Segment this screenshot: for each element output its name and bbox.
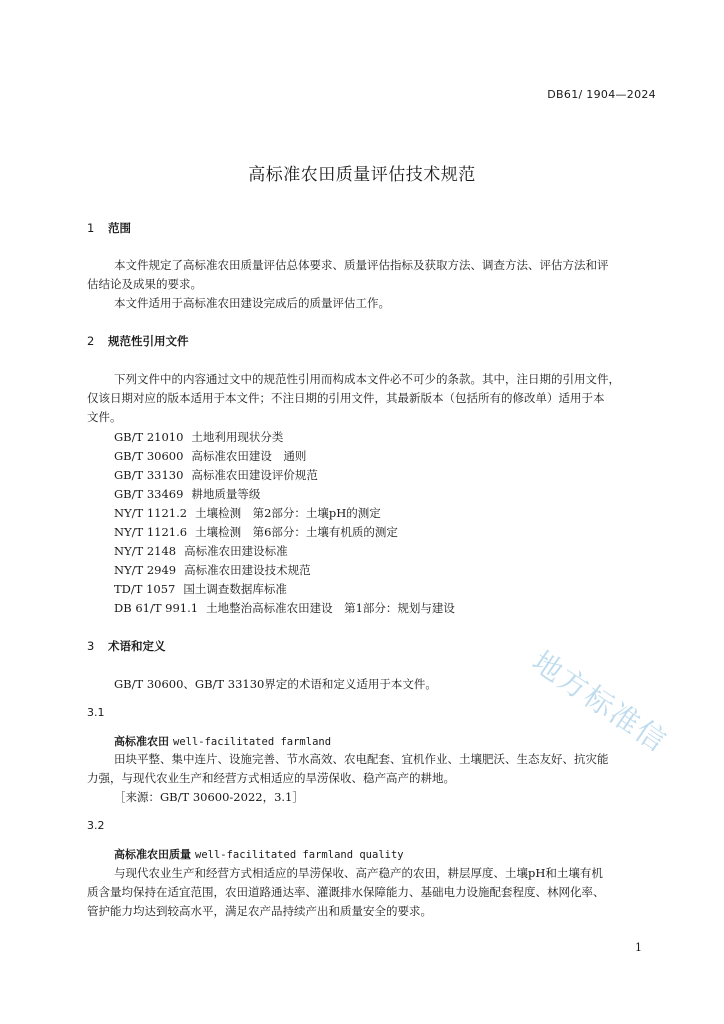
paragraph-line: 本文件规定了高标准农田质量评估总体要求、质量评估指标及获取方法、调查方法、评估方法和评 <box>114 258 609 272</box>
reference-code: DB 61/T 991.1 <box>114 601 199 615</box>
clause-number: 3.2 <box>87 819 105 832</box>
section-title: 术语和定义 <box>108 639 166 653</box>
paragraph-line: 下列文件中的内容通过文中的规范性引用而构成本文件必不可少的条款。其中，注日期的引用文件， <box>114 372 620 386</box>
reference-code: NY/T 2949 <box>114 563 177 577</box>
section-title: 范围 <box>108 221 131 235</box>
definition-line: 与现代农业生产和经营方式相适应的旱涝保收、高产稳产的农田，耕层厚度、土壤pH和土壤有机 <box>114 866 603 880</box>
reference-code: TD/T 1057 <box>114 582 176 596</box>
reference-title: 耕地质量等级 <box>191 487 261 501</box>
reference-title: 国土调查数据库标准 <box>183 582 287 596</box>
term-english: well-facilitated farmland <box>173 736 332 748</box>
reference-title: 土壤检测 第6部分：土壤有机质的测定 <box>195 525 398 539</box>
reference-code: GB/T 33130 <box>114 468 184 482</box>
section-3-heading <box>87 638 166 654</box>
term-chinese: 高标准农田 <box>114 735 169 748</box>
term-heading <box>114 733 331 749</box>
clause-number: 3.1 <box>87 706 105 719</box>
reference-title: 高标准农田建设 通则 <box>191 449 307 463</box>
watermark-stamp: 地方标准信 <box>526 644 674 760</box>
paragraph-line: 文件。 <box>87 410 122 424</box>
reference-code: GB/T 30600 <box>114 449 184 463</box>
standard-number: DB61/ 1904—2024 <box>547 88 656 101</box>
reference-title: 土地利用现状分类 <box>191 430 284 444</box>
reference-item <box>114 562 311 578</box>
definition-line: 力强，与现代农业生产和经营方式相适应的旱涝保收、稳产高产的耕地。 <box>87 771 455 785</box>
section-number: 2 <box>87 334 95 348</box>
paragraph-line: 本文件适用于高标准农田建设完成后的质量评估工作。 <box>114 296 390 310</box>
reference-title: 高标准农田建设评价规范 <box>191 468 318 482</box>
reference-item <box>114 448 306 464</box>
reference-code: NY/T 2148 <box>114 544 177 558</box>
term-english: well-facilitated farmland quality <box>195 849 404 861</box>
document-title: 高标准农田质量评估技术规范 <box>248 165 476 185</box>
paragraph-line: 仅该日期对应的版本适用于本文件；不注日期的引用文件，其最新版本（包括所有的修改单）适用于本 <box>87 391 605 405</box>
paragraph-line: 估结论及成果的要求。 <box>87 277 202 291</box>
reference-code: GB/T 21010 <box>114 430 184 444</box>
reference-title: 高标准农田建设标准 <box>184 544 288 558</box>
reference-item <box>114 429 283 445</box>
section-2-heading <box>87 333 189 349</box>
reference-item <box>114 543 288 559</box>
reference-item <box>114 467 318 483</box>
reference-code: GB/T 33469 <box>114 487 184 501</box>
reference-item <box>114 581 287 597</box>
definition-line: 质含量均保持在适宜范围，农田道路通达率、灌溉排水保障能力、基础电力设施配套程度、林网化率、 <box>87 885 605 899</box>
definition-line: 管护能力均达到较高水平，满足农产品持续产出和质量安全的要求。 <box>87 904 432 918</box>
section-number: 1 <box>87 221 95 235</box>
page-number: 1 <box>635 941 642 954</box>
reference-item <box>114 505 381 521</box>
reference-title: 高标准农田建设技术规范 <box>184 563 311 577</box>
section-number: 3 <box>87 639 95 653</box>
term-chinese: 高标准农田质量 <box>114 848 191 861</box>
reference-title: 土地整治高标准农田建设 第1部分：规划与建设 <box>206 601 455 615</box>
section-1-heading <box>87 220 131 236</box>
reference-item <box>114 600 455 616</box>
definition-line: 田块平整、集中连片、设施完善、节水高效、农电配套、宜机作业、土壤肥沃、生态友好、抗灾能 <box>114 752 609 766</box>
reference-code: NY/T 1121.6 <box>114 525 188 539</box>
reference-item <box>114 486 260 502</box>
reference-code: NY/T 1121.2 <box>114 506 188 520</box>
reference-item <box>114 524 398 540</box>
term-source: ［来源：GB/T 30600-2022，3.1］ <box>114 790 304 804</box>
paragraph-line: GB/T 30600、GB/T 33130界定的术语和定义适用于本文件。 <box>114 677 437 691</box>
reference-title: 土壤检测 第2部分：土壤pH的测定 <box>195 506 381 520</box>
section-title: 规范性引用文件 <box>108 334 189 348</box>
term-heading <box>114 846 404 862</box>
